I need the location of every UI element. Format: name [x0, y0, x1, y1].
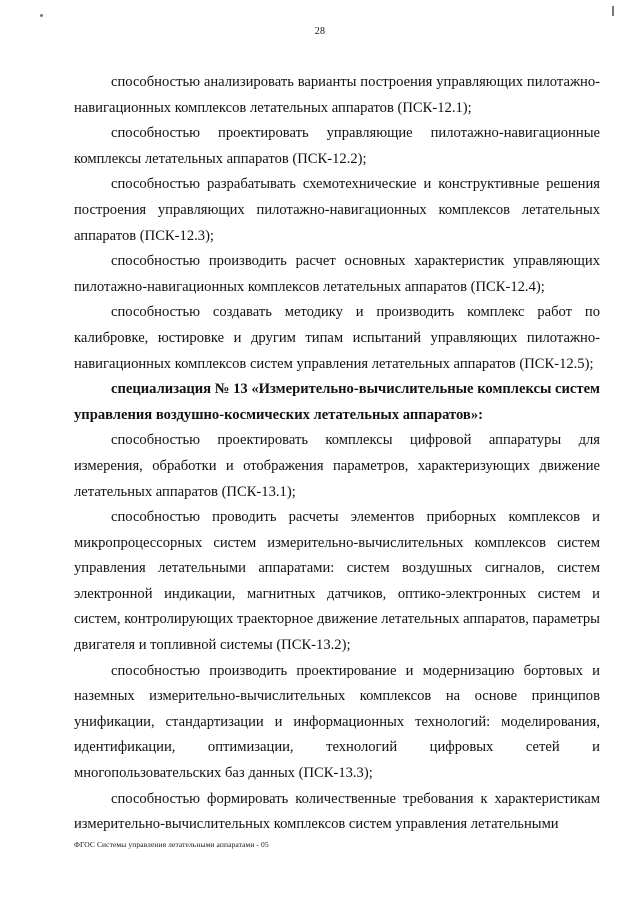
scan-mark-top-right [612, 6, 614, 16]
paragraph-psk-12-5: способностью создавать методику и производить комплекс работ по калибровке, юстировке и другим типам испытаний управляющих пилотажно-навигационных комплексов систем управления летательных аппаратов (ПСК-12.5); [74, 304, 600, 372]
page-footer: ФГОС Системы управления летательными аппаратами - 05 [74, 840, 269, 849]
paragraph-psk-12-4: способностью производить расчет основных характеристик управляющих пилотажно-навигационных комплексов летательных аппаратов (ПСК-12.4); [74, 253, 600, 295]
paragraph-psk-13-1: способностью проектировать комплексы цифровой аппаратуры для измерения, обработки и отображения параметров, характеризующих движение летательных аппаратов (ПСК-13.1); [74, 432, 600, 500]
page-number: 28 [314, 26, 326, 37]
paragraph-psk-12-2: способностью проектировать управляющие пилотажно-навигационные комплексы летательных аппаратов (ПСК-12.2); [74, 125, 600, 167]
document-body [74, 70, 600, 838]
paragraph-psk-13-2: способностью проводить расчеты элементов приборных комплексов и микропроцессорных систем измерительно-вычислительных комплексов систем управления летательными аппаратами: систем воздушных сигналов, систем электронной индикации, магнитных датчиков, оптико-электронных систем и систем, контролирующих траекторное движение летательных аппаратов, параметры двигателя и топливной системы (ПСК-13.2); [74, 509, 600, 654]
scan-mark-top-left [40, 14, 43, 17]
paragraph-psk-12-1: способностью анализировать варианты построения управляющих пилотажно-навигационных комплексов летательных аппаратов (ПСК-12.1); [74, 74, 600, 116]
paragraph-psk-13-4-partial: способностью формировать количественные требования к характеристикам измерительно-вычислительных комплексов систем управления летательными [74, 790, 600, 833]
specialization-13-heading: специализация № 13 «Измерительно-вычислительные комплексы систем управления воздушно-космических летательных аппаратов»: [74, 381, 600, 423]
paragraph-psk-13-3: способностью производить проектирование и модернизацию бортовых и наземных измерительно-вычислительных комплексов на основе принципов унификации, стандартизации и информационных технологий: моделирования, идентификации, оптимизации, технологий цифровых сетей и многопользовательских баз данных (ПСК-13.3); [74, 662, 600, 782]
paragraph-psk-12-3: способностью разрабатывать схемотехнические и конструктивные решения построения управляющих пилотажно-навигационных комплексов летательных аппаратов (ПСК-12.3); [74, 176, 600, 244]
